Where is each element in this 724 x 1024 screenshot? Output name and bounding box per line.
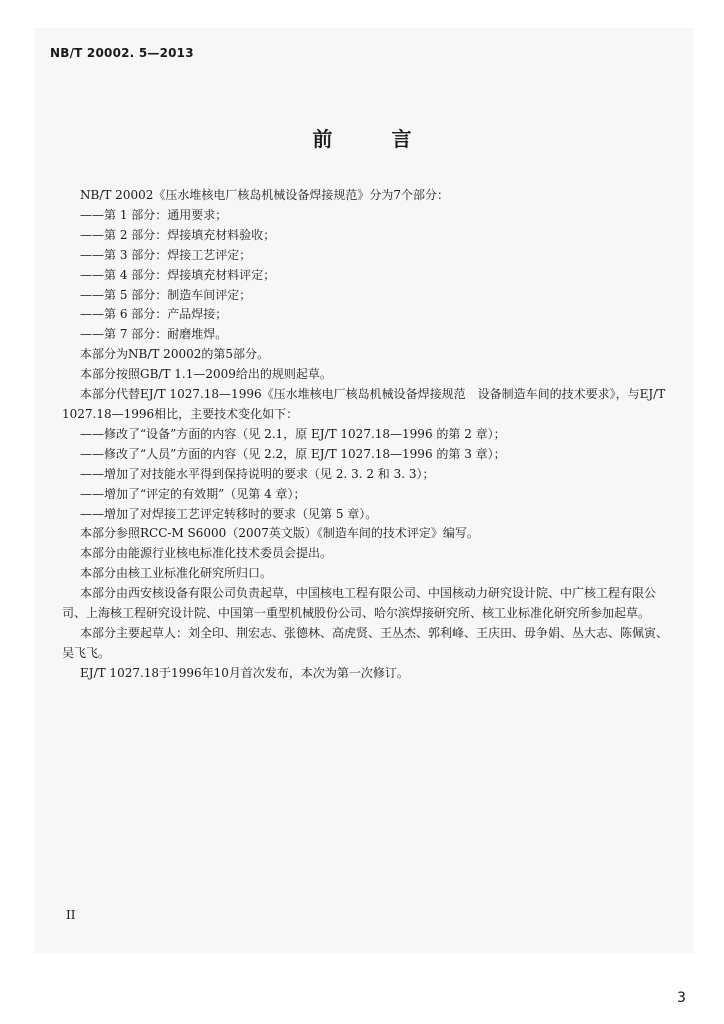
list-item: ——第 6 部分：产品焊接； — [80, 307, 228, 322]
paragraph: 本部分主要起草人：刘全印、荆宏志、张德林、高虎贤、王丛杰、郭利峰、王庆田、毋争娟、丛大志、陈佩寅、吴飞飞。 — [62, 625, 669, 660]
paragraph: 本部分参照RCC-M S6000（2007英文版）《制造车间的技术评定》编写。 — [80, 526, 479, 541]
paragraph: 本部分由西安核设备有限公司负责起草，中国核电工程有限公司、中国核动力研究设计院、中广核工程有限公司、上海核工程研究设计院、中国第一重型机械股份公司、哈尔滨焊接研究所、核工业标准化研究所参加起草。 — [62, 586, 657, 621]
foreword-body — [62, 186, 672, 684]
paragraph: 本部分由核工业标准化研究所归口。 — [80, 566, 273, 581]
list-item: ——第 3 部分：焊接工艺评定； — [80, 247, 252, 262]
paragraph: EJ/T 1027.18于1996年10月首次发布，本次为第一次修订。 — [80, 665, 409, 680]
list-item: ——第 5 部分：制造车间评定； — [80, 287, 252, 302]
standard-code: NB/T 20002. 5—2013 — [50, 46, 194, 60]
list-item: ——修改了“设备”方面的内容（见 2.1，原 EJ/T 1027.18—1996 的第 2 章）； — [80, 426, 506, 441]
list-item: ——增加了“评定的有效期”（见第 4 章）； — [80, 486, 306, 501]
paragraph: 本部分代替EJ/T 1027.18—1996《压水堆核电厂核岛机械设备焊接规范 设备制造车间的技术要求》，与EJ/T 1027.18—1996相比，主要技术变化如下： — [62, 387, 666, 421]
paragraph: 本部分按照GB/T 1.1—2009给出的规则起草。 — [80, 367, 332, 382]
list-item: ——修改了“人员”方面的内容（见 2.2，原 EJ/T 1027.18—1996 的第 3 章）； — [80, 446, 506, 461]
page-number: 3 — [677, 990, 686, 1006]
list-item: ——第 4 部分：焊接填充材料评定； — [80, 267, 276, 282]
list-item: ——第 7 部分：耐磨堆焊。 — [80, 327, 228, 342]
list-item: ——第 1 部分：通用要求； — [80, 207, 228, 222]
page-title: 前 言 — [312, 127, 438, 151]
paragraph: 本部分由能源行业核电标准化技术委员会提出。 — [80, 546, 333, 561]
paragraph: NB/T 20002《压水堆核电厂核岛机械设备焊接规范》分为7个部分： — [80, 188, 449, 202]
roman-page-number: II — [66, 908, 76, 922]
list-item: ——增加了对焊接工艺评定转移时的要求（见第 5 章）。 — [80, 506, 378, 521]
list-item: ——增加了对技能水平得到保持说明的要求（见 2. 3. 2 和 3. 3）； — [80, 466, 435, 481]
paragraph: 本部分为NB/T 20002的第5部分。 — [80, 347, 269, 362]
list-item: ——第 2 部分：焊接填充材料验收； — [80, 227, 276, 242]
